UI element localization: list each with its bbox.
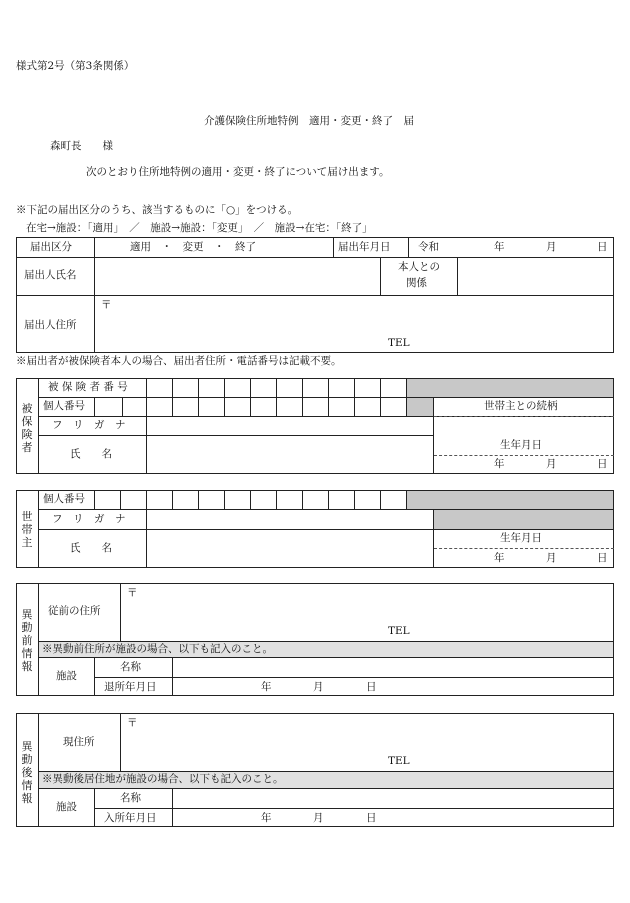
insured-furigana-field[interactable] — [147, 417, 432, 434]
category-label: 届出区分 — [30, 241, 72, 253]
reporter-note: ※届出者が被保険者本人の場合、届出者住所・電話番号は記載不要。 — [16, 355, 342, 367]
form-title: 介護保険住所地特例 適用・変更・終了 届 — [204, 115, 414, 127]
insured-number-field[interactable] — [147, 379, 405, 396]
insured-birth-day: 日 — [597, 458, 608, 470]
reporter-address-label: 届出人住所 — [24, 319, 77, 331]
householder-side-label: 世帯主 — [21, 510, 33, 549]
report-date-label: 届出年月日 — [338, 241, 391, 253]
day-label: 日 — [597, 241, 608, 253]
reporter-name-field[interactable] — [95, 258, 379, 294]
relation-field[interactable] — [458, 258, 613, 294]
after-entry-year: 年 — [261, 812, 272, 824]
after-address-label: 現住所 — [63, 736, 95, 748]
before-leave-date-label: 退所年月日 — [104, 681, 157, 693]
householder-birth-day: 日 — [597, 552, 608, 564]
householder-name-label: 氏 名 — [70, 542, 112, 554]
after-tel-label: TEL — [388, 755, 410, 767]
insured-birth-label: 生年月日 — [500, 439, 542, 451]
before-postal-mark: 〒 — [127, 587, 138, 599]
household-relation-field[interactable] — [434, 417, 613, 434]
householder-name-field[interactable] — [147, 530, 432, 567]
instruction-text: ※下記の届出区分のうち、該当するものに「○」をつける。 — [16, 204, 299, 216]
form-number: 様式第2号（第3条関係） — [16, 60, 135, 72]
reporter-name-label: 届出人氏名 — [24, 269, 77, 281]
after-postal-mark: 〒 — [127, 717, 138, 729]
after-note: ※異動後居住地が施設の場合、以下も記入のこと。 — [42, 773, 284, 785]
after-entry-day: 日 — [366, 812, 377, 824]
before-note: ※異動前住所が施設の場合、以下も記入のこと。 — [42, 643, 273, 655]
before-leave-day: 日 — [366, 681, 377, 693]
before-facility-name-field[interactable] — [173, 658, 613, 676]
relation-label-1: 本人との — [398, 261, 440, 273]
postal-mark: 〒 — [101, 299, 112, 311]
householder-birth-label: 生年月日 — [500, 532, 542, 544]
year-label: 年 — [494, 241, 505, 253]
tel-label: TEL — [388, 337, 410, 349]
householder-furigana-field[interactable] — [147, 510, 432, 528]
before-tel-label: TEL — [388, 625, 410, 637]
after-facility-label: 施設 — [56, 801, 77, 813]
intro-text: 次のとおり住所地特例の適用・変更・終了について届け出ます。 — [86, 166, 390, 178]
after-entry-date-label: 入所年月日 — [104, 812, 157, 824]
before-leave-year: 年 — [261, 681, 272, 693]
householder-birth-month: 月 — [546, 552, 557, 564]
after-address-field[interactable] — [140, 716, 612, 754]
categories-line: 在宅→施設：「適用」 ／ 施設→施設：「変更」 ／ 施設→在宅：「終了」 — [26, 222, 373, 234]
insured-personal-label: 個人番号 — [43, 400, 85, 412]
category-options[interactable]: 適用 ・ 変更 ・ 終了 — [130, 241, 256, 253]
after-facility-name-label: 名称 — [120, 792, 141, 804]
addressee: 森町長 様 — [50, 140, 113, 152]
insured-side-label: 被保険者 — [21, 402, 33, 454]
month-label: 月 — [546, 241, 557, 253]
before-address-field[interactable] — [140, 586, 612, 624]
householder-personal-label: 個人番号 — [43, 493, 85, 505]
before-facility-name-label: 名称 — [120, 661, 141, 673]
insured-name-label: 氏 名 — [70, 448, 112, 460]
insured-number-label: 被 保 険 者 番 号 — [48, 381, 128, 393]
householder-furigana-label: フ リ ガ ナ — [52, 513, 126, 525]
relation-label-2: 関係 — [406, 277, 427, 289]
insured-furigana-label: フ リ ガ ナ — [52, 419, 126, 431]
household-relation-label: 世帯主との続柄 — [484, 400, 558, 412]
reporter-address-field[interactable] — [112, 298, 612, 328]
insured-personal-field[interactable] — [95, 398, 405, 415]
before-facility-label: 施設 — [56, 670, 77, 682]
before-side-label: 異動前情報 — [21, 608, 33, 673]
after-facility-name-field[interactable] — [173, 789, 613, 807]
insured-name-field[interactable] — [147, 436, 432, 473]
before-leave-month: 月 — [313, 681, 324, 693]
after-entry-month: 月 — [313, 812, 324, 824]
before-address-label: 従前の住所 — [48, 605, 101, 617]
insured-birth-year: 年 — [494, 458, 505, 470]
householder-personal-field[interactable] — [95, 491, 405, 508]
householder-birth-year: 年 — [494, 552, 505, 564]
after-side-label: 異動後情報 — [21, 740, 33, 805]
insured-birth-month: 月 — [546, 458, 557, 470]
era-label: 令和 — [418, 241, 439, 253]
